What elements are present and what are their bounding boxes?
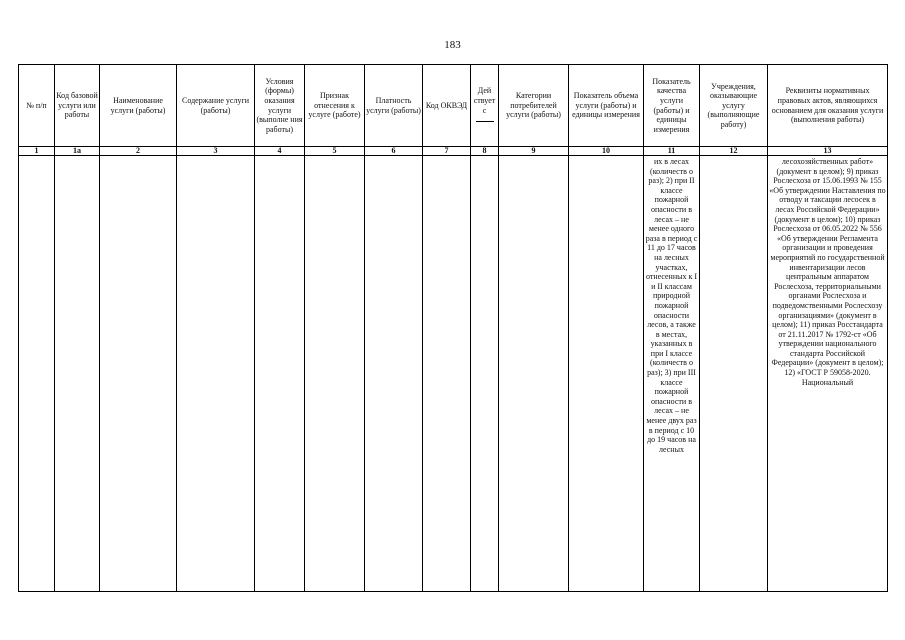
column-number: 7 <box>423 147 471 156</box>
column-number: 3 <box>177 147 255 156</box>
column-number: 1а <box>55 147 100 156</box>
header-cell-3: Содержание услуги (работы) <box>177 65 255 147</box>
cell-1a <box>55 156 100 592</box>
header-cell-13: Реквизиты нормативных правовых актов, являющихся основанием для оказания услуги (выполнения работы) <box>768 65 888 147</box>
legal-acts-text: лесохозяйственных работ» (документ в целом); 9) приказ Рослесхоза от 15.06.1993 № 155 «Об утверждении Наставления по отводу и таксации лесосек в лесах Российской Федерации» (документ в целом); 10) приказ Рослесхоза от 06.05.2022 № 556 «Об утверждении Регламента организации и проведения мероприятий по государственной инвентаризации лесов центральным аппаратом Рослесхоза, территориальными органами Рослесхоза и подведомственными Рослесхозу организациями» (документ в целом); 11) приказ Росстандарта от 21.11.2017 № 1792-ст «Об утверждении национального стандарта Российской Федерации» (документ в целом); 12) «ГОСТ Р 59058-2020. Национальный <box>769 157 886 387</box>
column-number: 12 <box>700 147 768 156</box>
header-cell-7: Код ОКВЭД <box>423 65 471 147</box>
header-row <box>19 65 888 147</box>
header-cell-5: Признак отнесения к услуге (работе) <box>305 65 365 147</box>
column-number: 4 <box>255 147 305 156</box>
cell-2 <box>100 156 177 592</box>
cell-3 <box>177 156 255 592</box>
cell-10 <box>569 156 644 592</box>
blank-rule <box>476 121 494 122</box>
header-cell-1: № п/п <box>19 65 55 147</box>
cell-9 <box>499 156 569 592</box>
header-cell-2: Наименование услуги (работы) <box>100 65 177 147</box>
header-cell-9: Категории потребителей услуги (работы) <box>499 65 569 147</box>
header-cell-11: Показатель качества услуги (работы) и единицы измерения <box>644 65 700 147</box>
column-number: 11 <box>644 147 700 156</box>
column-number: 13 <box>768 147 888 156</box>
cell-5 <box>305 156 365 592</box>
table-row <box>19 156 888 592</box>
header-cell-1a: Код базовой услуги или работы <box>55 65 100 147</box>
column-number: 6 <box>365 147 423 156</box>
header-cell-4: Условия (формы) оказания услуги (выполне ния работы) <box>255 65 305 147</box>
cell-7 <box>423 156 471 592</box>
header-cell-6: Платность услуги (работы) <box>365 65 423 147</box>
column-number-row <box>19 147 888 156</box>
column-number: 5 <box>305 147 365 156</box>
cell-11-quality-indicator <box>644 156 700 592</box>
header-cell-12: Учреждения, оказывающие услугу (выполняющие работу) <box>700 65 768 147</box>
cell-4 <box>255 156 305 592</box>
column-number: 10 <box>569 147 644 156</box>
cell-8 <box>471 156 499 592</box>
cell-13-legal-acts <box>768 156 888 592</box>
column-number: 9 <box>499 147 569 156</box>
quality-indicator-text: их в лесах (количеств о раз); 2) при II классе пожарной опасности в лесах – не менее одного раза в период с 11 до 17 часов на лесных участках, отнесенных к I и II классам природной пожарной опасности лесов, а также в местах, указанных в при I классе (количеств о раз); 3) при III классе пожарной опасности в лесах – не менее двух раз в период с 10 до 19 часов на лесных <box>645 157 698 454</box>
header-cell-8: Дей ствует с <box>471 65 499 147</box>
page-number: 183 <box>444 39 461 51</box>
cell-1 <box>19 156 55 592</box>
services-register-table <box>18 64 888 592</box>
header-cell-10: Показатель объема услуги (работы) и единицы измерения <box>569 65 644 147</box>
column-number: 8 <box>471 147 499 156</box>
cell-6 <box>365 156 423 592</box>
column-number: 1 <box>19 147 55 156</box>
cell-12 <box>700 156 768 592</box>
column-number: 2 <box>100 147 177 156</box>
